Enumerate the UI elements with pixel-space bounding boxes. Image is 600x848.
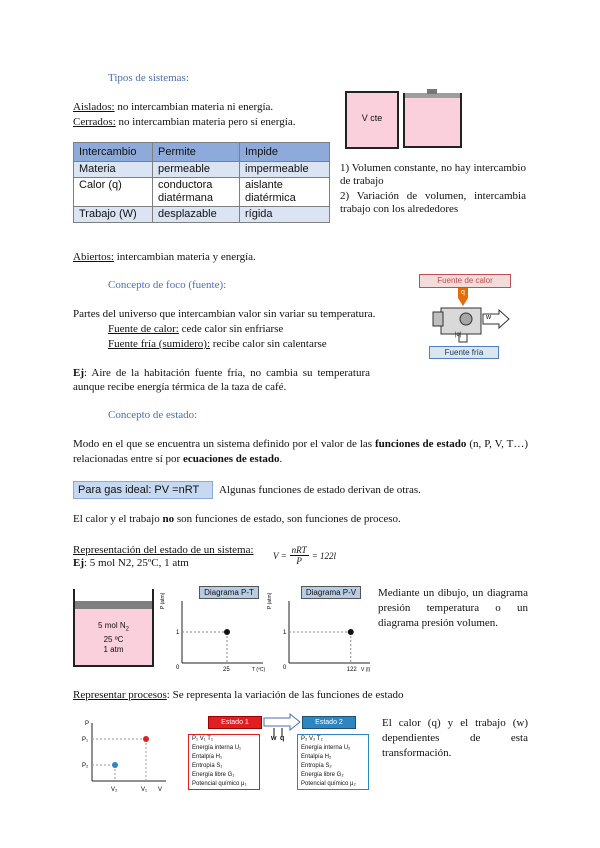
container-note-1: 1) Volumen constante, no hay intercambio de trabajo <box>340 162 526 187</box>
cyl-line-2: 25 ºC <box>103 634 124 644</box>
intercambio-table <box>73 142 330 223</box>
estado-2-item: Entropía S₂ <box>301 763 332 769</box>
process-pv-chart <box>80 715 170 797</box>
abiertos-term: Abiertos: <box>73 251 114 263</box>
proc-v1: V₁ <box>141 787 148 793</box>
pt-tick-0: 0 <box>176 665 180 671</box>
cylinder <box>73 589 154 667</box>
eq-lhs: V = <box>273 550 287 561</box>
estado-1-item: Entalpía H₁ <box>192 754 223 760</box>
pt-tick-1: 1 <box>176 630 180 636</box>
ej-text: : 5 mol N2, 25ºC, 1 atm <box>84 557 189 569</box>
estado-1-item: Energía interna U₁ <box>192 745 242 751</box>
table-row <box>74 207 330 223</box>
hot-source-box: Fuente de calor <box>419 274 511 288</box>
pt-point <box>224 629 230 635</box>
engine-graphic <box>411 286 517 346</box>
pt-tick-25: 25 <box>223 667 230 673</box>
table-cell: conductora diatérmana <box>153 178 240 207</box>
arrow-w-label: w <box>271 735 277 742</box>
estado-def-text: Modo en el que se encuentra un sistema definido por el valor de las <box>73 438 375 450</box>
procesos-line <box>73 689 404 701</box>
proc-p1: P₁ <box>82 737 89 743</box>
calor-text: son funciones de estado, son funciones de proceso. <box>174 513 401 525</box>
pv-xlabel: V (l) <box>361 667 371 673</box>
estado-2-item: Energía interna U₂ <box>301 745 351 751</box>
heat-engine-diagram <box>411 272 517 362</box>
cyl-sub: 2 <box>125 626 129 633</box>
engine-part <box>433 312 443 326</box>
volume-equation <box>273 545 336 566</box>
cylinder-piston <box>75 601 152 609</box>
estado-2-title: Estado 2 <box>302 716 356 729</box>
table-header: Permite <box>153 143 240 162</box>
table-cell: Calor (q) <box>74 178 153 207</box>
cerrados-def: no intercambian materia pero sí energía. <box>115 116 296 128</box>
estado-1-item: Entropía S₁ <box>192 763 223 769</box>
estado-def-bold: funciones de estado <box>374 438 467 450</box>
procesos-title: Representar procesos <box>73 689 167 701</box>
cold-source-box: Fuente fría <box>429 346 499 359</box>
section-title-estado: Concepto de estado: <box>108 409 198 421</box>
engine-wheel <box>460 313 472 325</box>
section-title-foco: Concepto de foco (fuente): <box>108 279 227 291</box>
estado-1-title: Estado 1 <box>208 716 262 729</box>
estado-1-item: Energía libre G₁ <box>192 772 235 778</box>
representacion-side-text: Mediante un dibujo, un diagrama presión temperatura o un diagrama presión volumen. <box>378 587 528 629</box>
cyl-line-3: 1 atm <box>103 644 124 654</box>
aislados-term: Aislados: <box>73 101 115 113</box>
container-rigid <box>345 91 399 149</box>
estado-def-text: (n, P, V, T…) relacionadas entre sí por <box>73 438 528 465</box>
table-cell: desplazable <box>153 207 240 223</box>
gas-fill <box>405 98 460 146</box>
estado-1-item: P₁ V₁ T₁ <box>192 736 213 742</box>
q-arrow-label: q <box>458 288 468 298</box>
arrow-q-label: q <box>280 735 285 742</box>
proc-v-axis: V <box>158 787 163 793</box>
v-cte-label: V cte <box>361 113 383 123</box>
pv-tick-0: 0 <box>283 665 287 671</box>
gas-ideal-box: Para gas ideal: PV =nRT <box>73 481 213 499</box>
eq-denominator: P <box>296 556 302 566</box>
fuente-calor-line <box>108 323 283 335</box>
container-note-2: 2) Variación de volumen, intercambia trabajo con los alrededores <box>340 190 526 215</box>
table-row <box>74 178 330 207</box>
piston-rod <box>427 89 437 94</box>
cyl-line-1: 5 mol N <box>98 621 126 630</box>
pt-ylabel: P (atm) <box>160 592 166 609</box>
estado-1-item: Potencial químico μ₁ <box>192 781 247 787</box>
fuente-calor-term: Fuente de calor: <box>108 323 179 335</box>
proc-v2: V₂ <box>111 787 118 793</box>
abiertos-line <box>73 251 256 263</box>
foco-intro: Partes del universo que intercambian valor sin variar su temperatura. <box>73 308 376 320</box>
estado-def-bold: ecuaciones de estado <box>182 453 280 465</box>
table-cell: aislante diatérmica <box>240 178 330 207</box>
q-arrow-head <box>458 298 468 306</box>
proc-axis-p: P <box>85 721 90 727</box>
estado-2-item: P₂ V₂ T₂ <box>301 736 323 742</box>
pv-ylabel: P (atm) <box>267 592 273 609</box>
foco-example <box>73 366 370 394</box>
eq-numerator: nRT <box>291 545 307 555</box>
state-1-point <box>143 736 149 742</box>
procesos-title-rest: : Se representa la variación de las funciones de estado <box>166 689 404 701</box>
calor-trabajo-line <box>73 513 401 525</box>
qf-label: |q| <box>455 332 462 338</box>
pv-title: Diagrama P-V <box>301 586 361 599</box>
representacion-title: Representación del estado de un sistema: <box>73 544 254 556</box>
estado-2-item: Energía libre G₂ <box>301 772 344 778</box>
fuente-calor-def: cede calor sin enfriarse <box>178 323 284 335</box>
representacion-ej <box>73 557 189 569</box>
calor-text: El calor y el trabajo <box>73 513 163 525</box>
estado-2-item: Entalpía H₂ <box>301 754 332 760</box>
process-arrow-shape <box>264 714 300 730</box>
eq-fraction <box>290 545 309 566</box>
table-cell: rígida <box>240 207 330 223</box>
section-title-tipos: Tipos de sistemas: <box>108 72 189 84</box>
pv-tick-122: 122 <box>346 667 357 673</box>
cerrados-line <box>73 116 295 128</box>
abiertos-def: intercambian materia y energía. <box>113 251 256 263</box>
cerrados-term: Cerrados: <box>73 116 116 128</box>
aislados-def: no intercambian materia ni energía. <box>114 101 274 113</box>
fuente-fria-term: Fuente fría (sumidero): <box>108 338 211 350</box>
calor-bold: no <box>162 513 175 525</box>
proc-p2: P₂ <box>82 763 89 769</box>
estado-def-text: . <box>279 453 283 465</box>
container-piston <box>403 93 462 148</box>
pv-point <box>348 629 354 635</box>
pv-tick-1: 1 <box>283 630 287 636</box>
eq-rhs: = 122l <box>311 550 337 561</box>
estado-2-item: Potencial químico μ₂ <box>301 781 356 787</box>
table-header: Impide <box>240 143 330 162</box>
estado-2-list <box>297 734 369 790</box>
fuente-fria-line <box>108 338 327 350</box>
aislados-line <box>73 101 273 113</box>
table-cell: impermeable <box>240 162 330 178</box>
fuente-fria-def: recibe calor sin calentarse <box>210 338 327 350</box>
cylinder-label <box>75 621 152 655</box>
estado-definition <box>73 437 528 467</box>
table-header: Intercambio <box>74 143 153 162</box>
estado-1-list <box>188 734 260 790</box>
table-cell: Materia <box>74 162 153 178</box>
ej-label: Ej <box>73 557 84 569</box>
pt-title: Diagrama P-T <box>199 586 259 599</box>
table-cell: Trabajo (W) <box>74 207 153 223</box>
gas-note: Algunas funciones de estado derivan de otras. <box>219 484 421 496</box>
table-row <box>74 162 330 178</box>
ej-label: Ej <box>73 367 84 379</box>
w-label: w <box>486 314 492 321</box>
procesos-side-text: El calor (q) y el trabajo (w) dependientes de esta transformación. <box>382 717 528 759</box>
ej-text: : Aire de la habitación fuente fría, no cambia su temperatura aunque recibe energía térmica de la taza de café. <box>73 367 370 393</box>
table-cell: permeable <box>153 162 240 178</box>
state-2-point <box>112 762 118 768</box>
pt-xlabel: T (ºC) <box>252 667 266 673</box>
table-header-row <box>74 143 330 162</box>
